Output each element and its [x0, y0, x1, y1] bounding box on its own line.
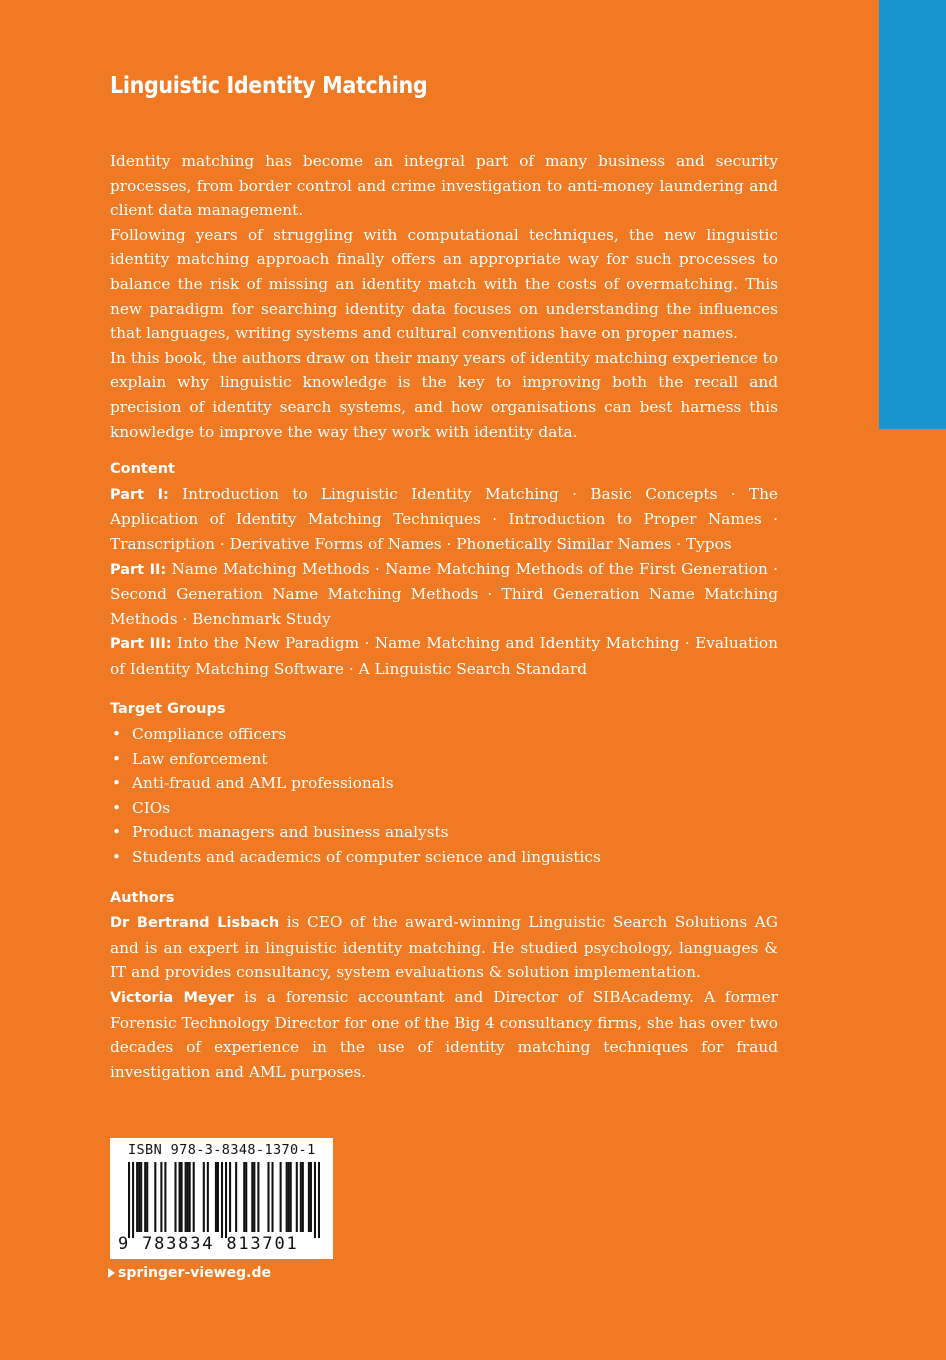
- author-bio-1: [110, 910, 778, 985]
- list-item: • Students and academics of computer science and linguistics: [110, 845, 778, 870]
- author-text: is a forensic accountant and Director of SIBAcademy. A former Forensic Technology Director for one of the Big 4 consultancy firms, she has over two decades of experience in the use of identity matching techniques for fraud investigation and AML purposes.: [110, 988, 778, 1081]
- barcode-bar: [290, 1162, 292, 1232]
- barcode-bar: [181, 1162, 183, 1232]
- target-groups-heading: Target Groups: [110, 701, 226, 718]
- author-bio-2: [110, 985, 778, 1084]
- barcode-bar: [207, 1162, 209, 1232]
- barcode-bar: [140, 1162, 142, 1232]
- barcode-bar: [310, 1162, 312, 1232]
- content-part-3: [110, 631, 778, 681]
- barcode-bar: [138, 1162, 140, 1232]
- barcode-bar: [189, 1162, 191, 1232]
- barcode-bar: [251, 1162, 253, 1232]
- barcode-bar: [185, 1162, 187, 1232]
- barcode-bar: [318, 1162, 320, 1238]
- part-text: Name Matching Methods · Name Matching Methods of the First Generation · Second Generation Name Matching Methods · Third Generation Name Matching Methods · Benchmark Study: [110, 559, 778, 628]
- barcode-bar: [229, 1162, 231, 1232]
- target-groups-list: [110, 722, 778, 870]
- barcode-bar: [314, 1162, 316, 1238]
- barcode-bar: [154, 1162, 156, 1232]
- barcode-bar: [187, 1162, 189, 1232]
- list-item: • Product managers and business analysts: [110, 820, 778, 845]
- barcode-bar: [146, 1162, 148, 1232]
- barcode-bar: [217, 1162, 219, 1232]
- barcode-bar: [280, 1162, 282, 1232]
- list-item: • Law enforcement: [110, 747, 778, 772]
- content-part-1: [110, 482, 778, 557]
- barcode-bar: [253, 1162, 255, 1232]
- part-text: Into the New Paradigm · Name Matching and Identity Matching · Evaluation of Identity Matching Software · A Linguistic Search Standard: [110, 634, 778, 678]
- part-text: Introduction to Linguistic Identity Matching · Basic Concepts · The Application of Identity Matching Techniques · Introduction to Proper Names · Transcription · Derivative Forms of Names · Phonetically Similar Names · Typos: [110, 484, 778, 553]
- publisher-url: springer-vieweg.de: [118, 1265, 271, 1281]
- barcode-bar: [193, 1162, 195, 1232]
- authors-heading: Authors: [110, 889, 175, 906]
- barcode-bar: [235, 1162, 237, 1232]
- isbn-barcode: [110, 1138, 333, 1259]
- barcode-bar: [308, 1162, 310, 1232]
- barcode-bar: [267, 1162, 269, 1232]
- list-item: • Compliance officers: [110, 722, 778, 747]
- barcode-bar: [203, 1162, 205, 1232]
- barcode-bars: [128, 1162, 320, 1238]
- barcode-bar: [164, 1162, 166, 1232]
- list-item: • Anti-fraud and AML professionals: [110, 771, 778, 796]
- barcode-bar: [257, 1162, 259, 1232]
- intro-paragraph-2: Following years of struggling with computational techniques, the new linguistic identity matching approach finally offers an appropriate way for such processes to balance the risk of missing an identity match with the costs of overmatching. This new paradigm for searching identity data focuses on understanding the influences that languages, writing systems and cultural conventions have on proper names.: [110, 225, 778, 343]
- intro-paragraph-1: Identity matching has become an integral part of many business and security processes, from border control and crime investigation to anti-money laundering and client data management.: [110, 152, 778, 220]
- content-part-2: [110, 557, 778, 632]
- author-name: Victoria Meyer: [110, 990, 235, 1006]
- barcode-bar: [136, 1162, 138, 1232]
- barcode-bar: [160, 1162, 162, 1232]
- author-text: is CEO of the award-winning Linguistic Search Solutions AG and is an expert in linguistic identity matching. He studied psychology, languages & IT and provides consultancy, system evaluations & solution implementation.: [110, 913, 779, 982]
- barcode-bar: [128, 1162, 130, 1238]
- barcode-bar: [296, 1162, 298, 1232]
- author-name: Dr Bertrand Lisbach: [110, 915, 280, 932]
- barcode-bar: [132, 1162, 134, 1238]
- barcode-bar: [221, 1162, 223, 1238]
- arrow-right-icon: [108, 1268, 115, 1278]
- intro-paragraph-3: In this book, the authors draw on their many years of identity matching experience to explain why linguistic knowledge is the key to improving both the recall and precision of identity search systems, and how organisations can best harness this knowledge to improve the way they work with identity data.: [110, 348, 778, 441]
- list-item: • CIOs: [110, 796, 778, 821]
- barcode-bar: [225, 1162, 227, 1238]
- barcode-bar: [271, 1162, 273, 1232]
- barcode-bar: [302, 1162, 304, 1232]
- barcode-bar: [300, 1162, 302, 1232]
- publisher-link[interactable]: [108, 1265, 271, 1281]
- accent-strip: [879, 0, 946, 429]
- barcode-bar: [179, 1162, 181, 1232]
- part-label: Part III:: [110, 636, 172, 653]
- barcode-bar: [174, 1162, 176, 1232]
- barcode-bar: [243, 1162, 245, 1232]
- part-label: Part II:: [110, 561, 167, 578]
- barcode-bar: [245, 1162, 247, 1232]
- barcode-bar: [286, 1162, 288, 1232]
- back-cover-text: [110, 149, 778, 1084]
- part-label: Part I:: [110, 486, 169, 503]
- barcode-digits: 9 783834 813701: [118, 1234, 299, 1254]
- barcode-bar: [215, 1162, 217, 1232]
- barcode-bar: [144, 1162, 146, 1232]
- content-heading: Content: [110, 461, 175, 478]
- barcode-bar: [288, 1162, 290, 1232]
- isbn-label: ISBN 978-3-8348-1370-1: [128, 1142, 316, 1158]
- book-title: Linguistic Identity Matching: [110, 73, 428, 99]
